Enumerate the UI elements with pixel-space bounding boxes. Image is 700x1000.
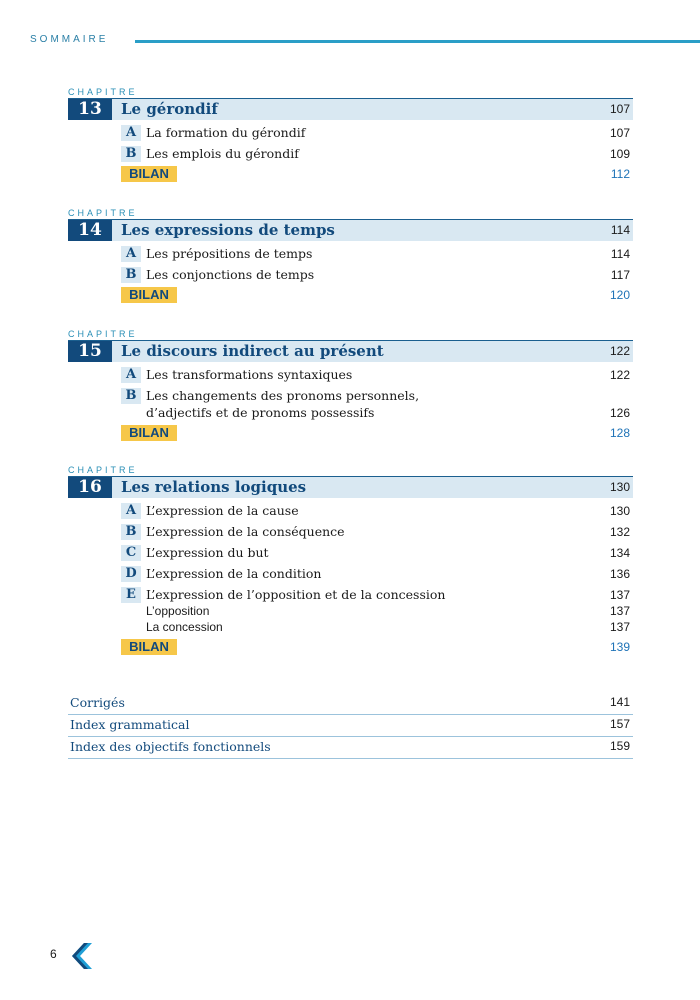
section-title-line-1: Les changements des pronoms personnels, [146, 388, 420, 403]
section-row[interactable] [121, 245, 630, 262]
bilan-badge: BILAN [121, 287, 177, 303]
chapter-13 [68, 87, 633, 182]
section-row[interactable] [121, 586, 630, 603]
bilan-row[interactable] [121, 425, 630, 441]
annex-page: 141 [609, 695, 630, 709]
header-rule [135, 40, 700, 43]
annex-page: 159 [609, 739, 630, 753]
chapter-number: 16 [68, 477, 112, 498]
chapter-14 [68, 208, 633, 303]
section-page: 132 [609, 525, 630, 539]
section-letter: D [121, 566, 141, 582]
chapter-title-bar[interactable] [68, 98, 633, 120]
chapter-number: 14 [68, 220, 112, 241]
section-title: L’expression de la condition [146, 566, 322, 581]
section-page: 126 [609, 406, 630, 420]
chapter-label: CHAPITRE [68, 465, 138, 475]
section-letter: B [121, 146, 141, 162]
annex-list [68, 693, 633, 759]
section-row[interactable] [121, 266, 630, 283]
section-row[interactable] [121, 124, 630, 141]
page-number: 6 [50, 947, 57, 961]
chapter-title: Les relations logiques [121, 478, 307, 496]
bilan-row[interactable] [121, 639, 630, 655]
section-page: 136 [609, 567, 630, 581]
section-row[interactable] [121, 544, 630, 561]
chapter-page: 122 [609, 344, 630, 358]
section-page: 130 [609, 504, 630, 518]
section-page: 109 [609, 147, 630, 161]
section-title: La formation du gérondif [146, 125, 306, 140]
bilan-page: 120 [609, 288, 630, 302]
annex-row-index-objectifs[interactable] [68, 737, 633, 759]
section-title: Les emplois du gérondif [146, 146, 299, 161]
section-letter: A [121, 246, 141, 262]
section-page: 134 [609, 546, 630, 560]
chapter-label: CHAPITRE [68, 329, 138, 339]
chapter-page: 114 [610, 223, 630, 237]
section-letter: B [121, 267, 141, 283]
section-letter: C [121, 545, 141, 561]
section-title: Les conjonctions de temps [146, 267, 315, 282]
bilan-row[interactable] [121, 166, 630, 182]
section-title: L’expression de la conséquence [146, 524, 345, 539]
section-letter: A [121, 367, 141, 383]
subsection-title: L’opposition [146, 604, 210, 618]
chapter-title: Le gérondif [121, 100, 218, 118]
section-page: 122 [609, 368, 630, 382]
bilan-page: 128 [609, 426, 630, 440]
section-title: Les prépositions de temps [146, 246, 313, 261]
chevron-left-icon[interactable] [70, 943, 94, 969]
chapter-15 [68, 329, 633, 441]
section-letter: B [121, 524, 141, 540]
section-row[interactable] [121, 502, 630, 519]
section-row[interactable] [121, 523, 630, 540]
chapter-page: 130 [609, 480, 630, 494]
section-title: L’expression de la cause [146, 503, 299, 518]
subsection-page: 137 [609, 620, 630, 634]
bilan-badge: BILAN [121, 166, 177, 182]
chapter-16 [68, 465, 633, 655]
section-row[interactable] [121, 565, 630, 582]
page-header-label: SOMMAIRE [30, 34, 109, 45]
section-page: 137 [609, 588, 630, 602]
section-letter: A [121, 503, 141, 519]
subsection-page: 137 [609, 604, 630, 618]
chapter-label: CHAPITRE [68, 208, 138, 218]
annex-title: Index des objectifs fonctionnels [70, 739, 271, 754]
section-letter: E [121, 587, 141, 603]
chapter-label: CHAPITRE [68, 87, 138, 97]
annex-title: Index grammatical [70, 717, 190, 732]
section-title: L’expression de l’opposition et de la concession [146, 587, 446, 602]
section-letter: A [121, 125, 141, 141]
chapter-title: Les expressions de temps [121, 221, 335, 239]
annex-row-index-grammatical[interactable] [68, 715, 633, 737]
section-letter: B [121, 388, 141, 404]
chapter-number: 13 [68, 99, 112, 120]
annex-row-corriges[interactable] [68, 693, 633, 715]
section-page: 114 [610, 247, 630, 261]
bilan-badge: BILAN [121, 639, 177, 655]
section-title-line-2: d’adjectifs et de pronoms possessifs [146, 405, 375, 420]
chapter-title-bar[interactable] [68, 476, 633, 498]
section-row[interactable] [121, 366, 630, 383]
chapter-title-bar[interactable] [68, 219, 633, 241]
subsection-row[interactable] [121, 604, 630, 619]
chapter-page: 107 [609, 102, 630, 116]
bilan-page: 139 [609, 640, 630, 654]
bilan-badge: BILAN [121, 425, 177, 441]
bilan-page: 112 [610, 167, 630, 181]
section-title: Les transformations syntaxiques [146, 367, 353, 382]
section-page: 107 [609, 126, 630, 140]
section-page: 117 [610, 268, 630, 282]
section-row[interactable] [121, 387, 630, 421]
chapter-title-bar[interactable] [68, 340, 633, 362]
chapter-title: Le discours indirect au présent [121, 342, 384, 360]
section-title: L’expression du but [146, 545, 269, 560]
chapter-number: 15 [68, 341, 112, 362]
subsection-title: La concession [146, 620, 223, 634]
section-row[interactable] [121, 145, 630, 162]
annex-page: 157 [609, 717, 630, 731]
bilan-row[interactable] [121, 287, 630, 303]
annex-title: Corrigés [70, 695, 125, 710]
subsection-row[interactable] [121, 620, 630, 635]
